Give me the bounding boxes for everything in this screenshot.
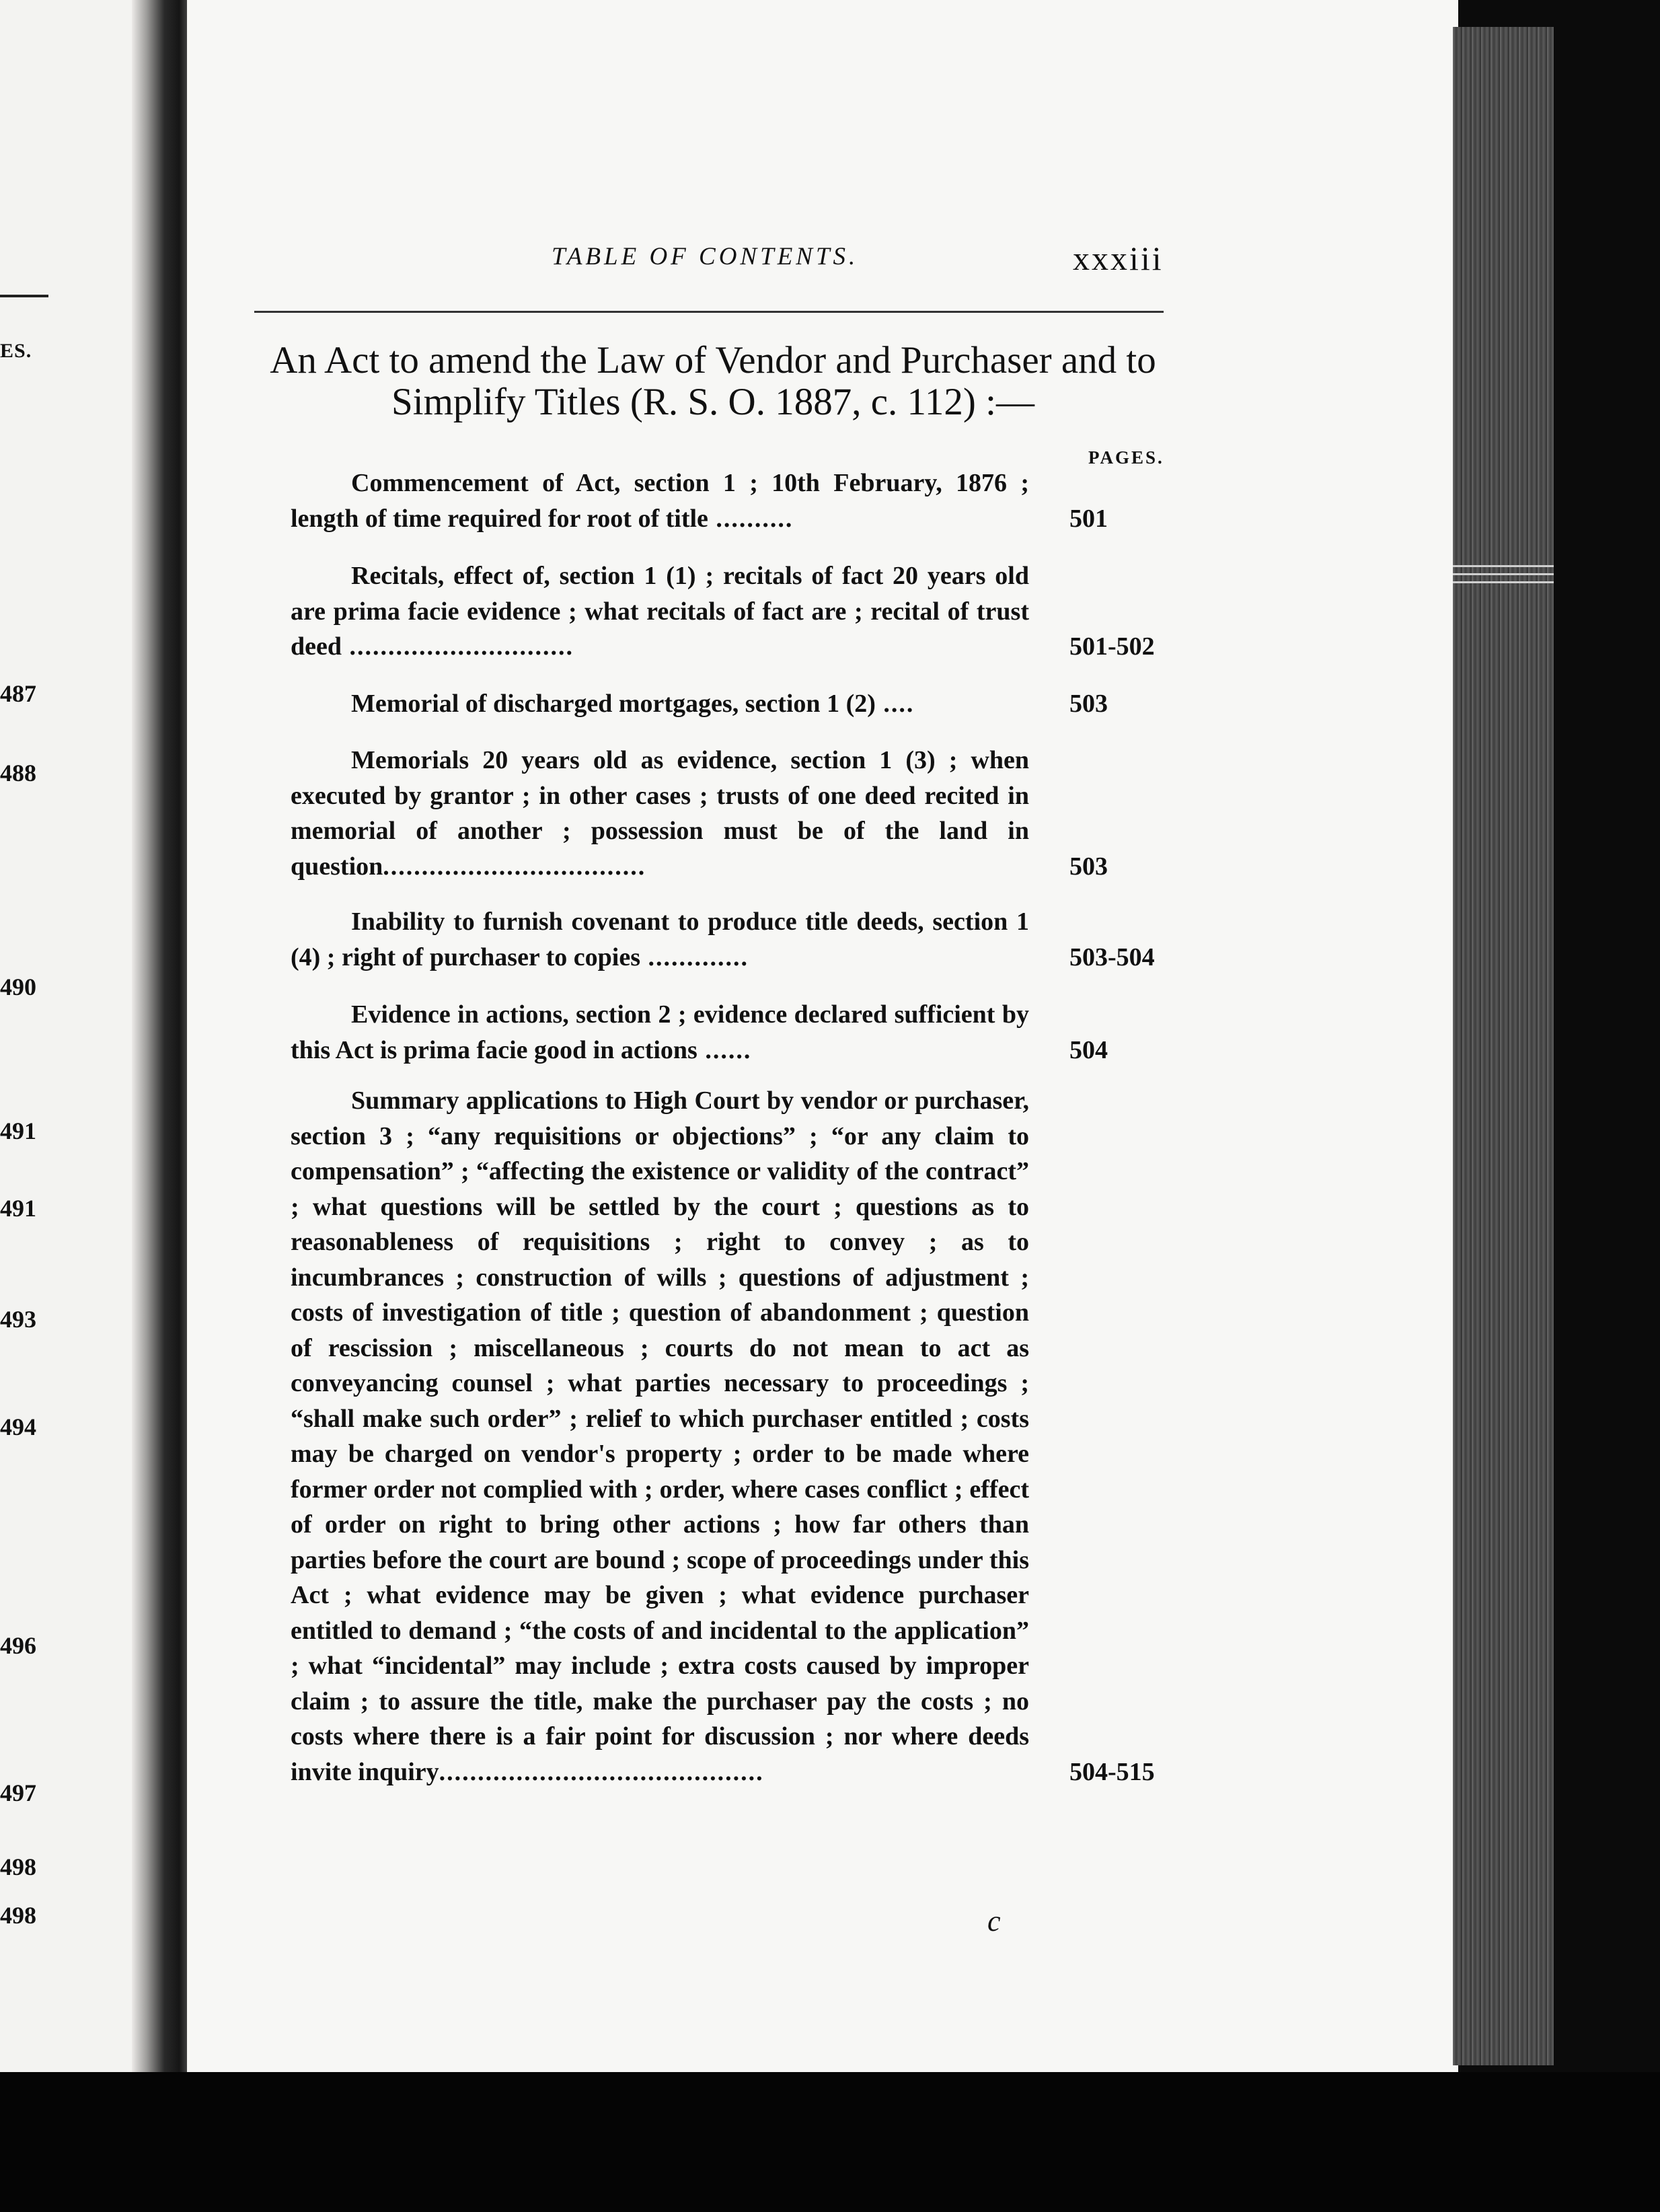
toc-entry [291,743,1165,884]
book-gutter-shadow [132,0,191,2212]
page-edge-line [1453,581,1554,583]
entry-pages: 501 [1069,504,1108,533]
left-page-number: 491 [0,1117,36,1144]
page-number: xxxiii [1073,239,1164,277]
act-title: An Act to amend the Law of Vendor and Purchaser and to Simplify Titles (R. S. O. 1887, c. 112) :— [270,339,1156,423]
left-page-number: 488 [0,760,36,786]
left-page-number: 497 [0,1779,36,1806]
signature-mark: c [987,1905,1001,1938]
entry-pages: 501-502 [1069,632,1155,661]
toc-entry [291,686,1165,722]
leader-dots: ...... [697,1035,752,1064]
left-page-number: 496 [0,1632,36,1659]
leader-dots: .................................. [383,852,646,881]
page-edge-line [1453,565,1554,567]
leader-dots: .......... [708,504,794,533]
left-page-number: 498 [0,1902,36,1929]
pages-column-label: PAGES. [1088,447,1164,468]
left-page-number: 490 [0,973,36,1000]
header-rule [254,311,1164,313]
toc-entry [291,997,1165,1068]
entry-text: Commencement of Act, section 1 ; 10th February, 1876 ; length of time required for root of title [291,469,1029,533]
page-edge-line [1453,573,1554,575]
left-page-rule [0,295,48,297]
entry-pages: 503-504 [1069,943,1155,971]
running-head: TABLE OF CONTENTS. [552,243,859,270]
leader-dots: ............. [640,943,749,971]
left-page-number: 493 [0,1306,36,1333]
left-page-number: 498 [0,1853,36,1880]
leader-dots: .......................................... [439,1757,764,1786]
entry-text: Inability to furnish covenant to produce title deeds, section 1 (4) ; right of purchaser to copies [291,908,1029,971]
entry-text: Evidence in actions, section 2 ; evidence declared sufficient by this Act is prima facie good in actions [291,1000,1029,1064]
entry-text: Memorials 20 years old as evidence, section 1 (3) ; when executed by grantor ; in other cases ; trusts of one deed recited in memorial of another ; possession must be of the land in question [291,746,1029,881]
scan-background [0,2072,1660,2212]
page-edges [1453,27,1554,2065]
toc-entry [291,1083,1165,1790]
leader-dots: .... [875,690,915,718]
leader-dots: ............................. [342,632,574,661]
entry-pages: 503 [1069,852,1108,881]
toc-entry [291,466,1165,536]
entry-text: Summary applications to High Court by vendor or purchaser, section 3 ; “any requisitions or objections” ; “or any claim to compensation” ; “affecting the existence or validity of the contract” ; what questions will be settled by the court ; questions as to reasonableness of requisitions ; right to convey ; as to incumbrances ; construction of wills ; questions of adjustment ; costs of investigation of title ; question of abandonment ; question of rescission ; miscellaneous ; courts do not mean to act as conveyancing counsel ; what parties necessary to proceedings ; “shall make such order” ; relief to which purchaser entitled ; costs may be charged on vendor's property ; order to be made where former order not complied with ; order, where cases conflict ; effect of order on right to bring other actions ; how far others than parties before the court are bound ; scope of proceedings under this Act ; what evidence may be given ; what evidence purchaser entitled to demand ; “the costs of and incidental to the application” ; what “incidental” may include ; extra costs caused by improper claim ; to assure the title, make the purchaser pay the costs ; no costs where there is a fair point for discussion ; nor where deeds invite inquiry [291,1086,1029,1786]
left-page-number: 491 [0,1195,36,1222]
toc-entry [291,558,1165,665]
left-page-number: 494 [0,1413,36,1440]
entry-pages: 504-515 [1069,1757,1155,1786]
entry-pages: 504 [1069,1035,1108,1064]
entry-text: Memorial of discharged mortgages, section 1 (2) [351,690,876,718]
left-page-number: 487 [0,680,36,707]
entry-pages: 503 [1069,690,1108,718]
left-page-header: ES. [0,340,32,362]
toc-entry [291,904,1165,975]
entry-text: Recitals, effect of, section 1 (1) ; recitals of fact 20 years old are prima facie evidence ; what recitals of fact are ; recital of trust deed [291,562,1029,661]
